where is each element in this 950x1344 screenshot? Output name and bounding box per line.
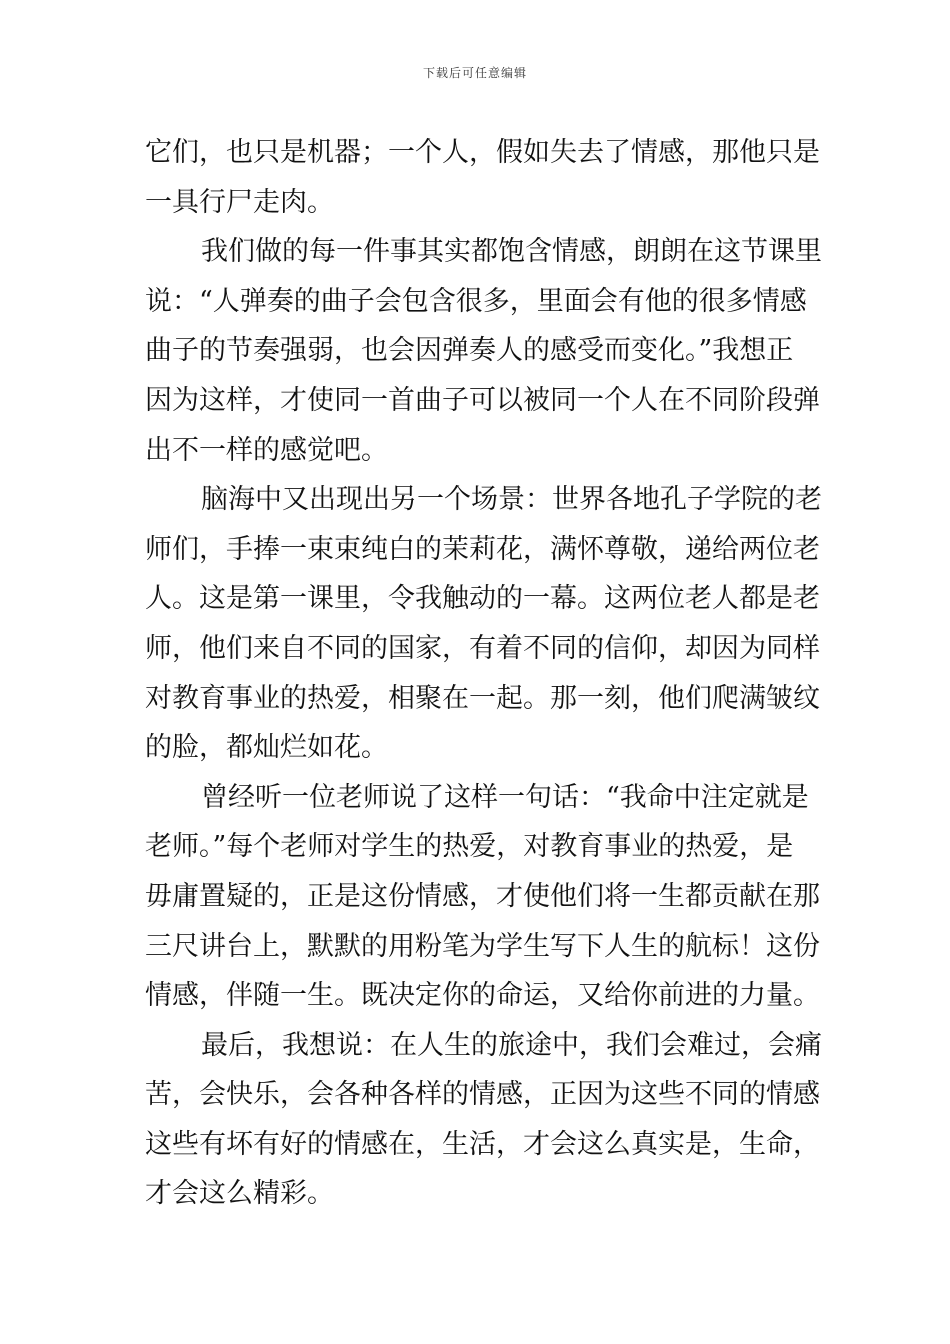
text-line: 情感，伴随一生。既决定你的命运，又给你前进的力量。 xyxy=(145,980,820,1012)
text-line: 老师。”每个老师对学生的热爱，对教育事业的热爱，是 xyxy=(145,831,794,863)
text-line: 人。这是第一课里，令我触动的一幕。这两位老人都是老 xyxy=(145,583,820,615)
text-line: 的脸，都灿烂如花。 xyxy=(145,732,388,764)
paragraph xyxy=(145,128,820,227)
text-line: 师们，手捧一束束纯白的茉莉花，满怀尊敬，递给两位老 xyxy=(145,533,820,565)
paragraph xyxy=(145,1021,822,1219)
text-line: 师，他们来自不同的国家，有着不同的信仰，却因为同样 xyxy=(145,632,820,664)
text-line: 说：“人弹奏的曲子会包含很多，里面会有他的很多情感 xyxy=(145,285,807,317)
text-line: 它们，也只是机器；一个人，假如失去了情感，那他只是 xyxy=(145,137,820,168)
text-line: 因为这样，才使同一首曲子可以被同一个人在不同阶段弹 xyxy=(145,384,820,416)
text-line: 出不一样的感觉吧。 xyxy=(145,434,388,466)
text-line: 这些有坏有好的情感在，生活，才会这么真实是，生命， xyxy=(145,1128,820,1160)
text-line: 对教育事业的热爱，相聚在一起。那一刻，他们爬满皱纹 xyxy=(145,682,820,714)
text-line: 曾经听一位老师说了这样一句话：“我命中注定就是 xyxy=(201,781,809,813)
text-line: 曲子的节奏强弱，也会因弹奏人的感受而变化。”我想正 xyxy=(145,335,794,367)
paragraph xyxy=(145,773,820,1021)
text-line: 才会这么精彩。 xyxy=(145,1178,334,1210)
text-line: 脑海中又出现出另一个场景：世界各地孔子学院的老 xyxy=(201,484,822,516)
document-body xyxy=(145,128,822,1219)
text-line: 我们做的每一件事其实都饱含情感，朗朗在这节课里 xyxy=(201,236,822,268)
paragraph xyxy=(145,227,822,475)
text-line: 一具行尸走肉。 xyxy=(145,186,334,218)
text-line: 苦，会快乐，会各种各样的情感，正因为这些不同的情感 xyxy=(145,1079,820,1111)
paragraph xyxy=(145,475,822,773)
text-line: 最后，我想说：在人生的旅途中，我们会难过，会痛 xyxy=(201,1029,822,1061)
text-line: 毋庸置疑的，正是这份情感，才使他们将一生都贡献在那 xyxy=(145,880,820,912)
text-line: 三尺讲台上，默默的用粉笔为学生写下人生的航标！这份 xyxy=(145,930,820,962)
page-header: 下载后可任意编辑 xyxy=(422,66,527,80)
